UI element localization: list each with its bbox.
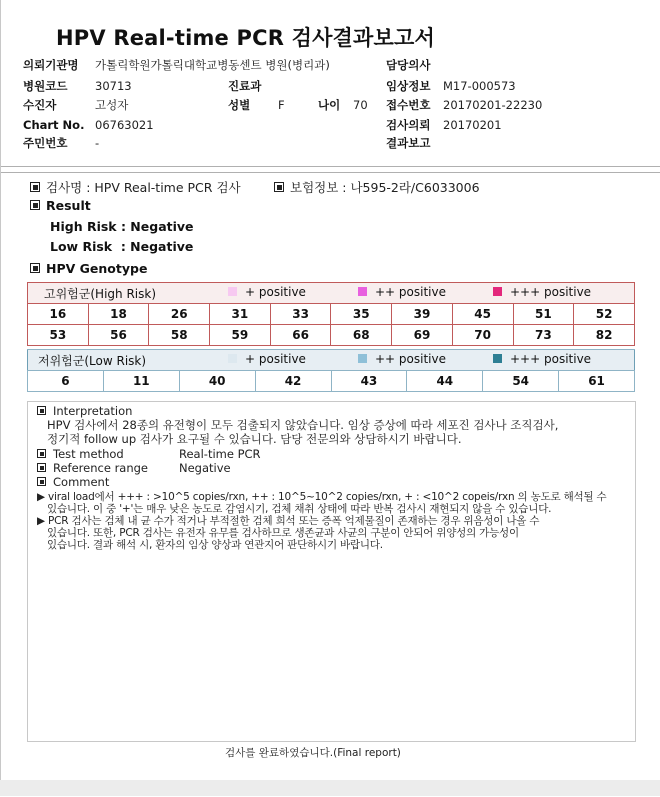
genotype-cell: 66: [270, 325, 331, 346]
hospital-code-label: 병원코드: [23, 79, 68, 93]
genotype-cell: 58: [149, 325, 210, 346]
test-method-value: Real-time PCR: [179, 447, 261, 461]
high-risk-header: [28, 283, 635, 304]
comment-line-2: 있습니다. 이 중 '+'는 매우 낮은 농도로 감염시기, 검체 채취 상태에 따라 반복 검사시 재현되지 않을 수 있습니다.: [47, 503, 552, 515]
resident-number-value: -: [95, 136, 100, 150]
high-risk-label: 고위험군(High Risk): [44, 287, 156, 301]
insurance-info: [274, 178, 480, 196]
reference-range-label: [37, 462, 148, 475]
table-row: [28, 304, 635, 325]
legend-triple-plus: +++ positive: [510, 285, 592, 299]
genotype-cell: 43: [331, 371, 407, 392]
genotype-cell: 82: [574, 325, 635, 346]
genotype-cell: 73: [513, 325, 574, 346]
insurance-info-text: 보험정보 : 나595-2라/C6033006: [290, 180, 480, 195]
square-bullet-icon: [30, 200, 40, 210]
genotype-heading: [30, 261, 147, 276]
genotype-cell: 56: [88, 325, 149, 346]
plus-swatch-icon: [228, 354, 237, 363]
genotype-cell: 54: [483, 371, 559, 392]
genotype-cell: 52: [574, 304, 635, 325]
comment-line-5: 있습니다. 결과 해석 시, 환자의 임상 양상과 연관지어 판단하시기 바랍니다.: [47, 539, 383, 551]
genotype-cell: 69: [392, 325, 453, 346]
square-bullet-icon: [37, 477, 46, 486]
reference-range-value: Negative: [179, 461, 231, 475]
department-label: 진료과: [228, 79, 262, 93]
left-border: [0, 0, 1, 796]
hospital-code-value: 30713: [95, 79, 132, 93]
test-method-label-text: Test method: [53, 447, 124, 461]
genotype-cell: 35: [331, 304, 392, 325]
legend-triple-plus: +++ positive: [510, 352, 592, 366]
high-risk-genotype-table: [27, 282, 635, 346]
square-bullet-icon: [30, 263, 40, 273]
genotype-cell: 31: [210, 304, 271, 325]
footer-band: [0, 780, 660, 796]
triple-plus-swatch-icon: [493, 354, 502, 363]
genotype-cell: 61: [559, 371, 635, 392]
genotype-cell: 70: [452, 325, 513, 346]
square-bullet-icon: [37, 449, 46, 458]
interpretation-heading: [37, 405, 132, 418]
sex-value: F: [278, 98, 285, 112]
low-risk-genotype-table: [27, 349, 635, 392]
table-row: [28, 325, 635, 346]
receipt-number-label: 접수번호: [386, 98, 431, 112]
comment-line-1: ▶ viral load에서 +++ : >10^5 copies/rxn, ++ : 10^5~10^2 copies/rxn, + : <10^2 copeis/rxn 의 농도로 해석될 수: [37, 491, 607, 503]
legend-plus: + positive: [245, 285, 306, 299]
request-date-value: 20170201: [443, 118, 502, 132]
final-report-note: 검사를 완료하였습니다.(Final report): [225, 747, 401, 759]
result-heading-text: Result: [46, 198, 91, 213]
genotype-cell: 42: [255, 371, 331, 392]
low-risk-label: 저위험군(Low Risk): [38, 354, 147, 368]
collector-value: 고성자: [95, 98, 129, 112]
comment-line-3: ▶ PCR 검사는 검체 내 균 수가 적거나 부적절한 검체 희석 또는 증폭 억제물질이 존재하는 경우 위음성이 나올 수: [37, 515, 540, 527]
genotype-cell: 53: [28, 325, 89, 346]
genotype-cell: 51: [513, 304, 574, 325]
collector-label: 수진자: [23, 98, 57, 112]
genotype-cell: 45: [452, 304, 513, 325]
genotype-cell: 40: [179, 371, 255, 392]
institution-value: 가톨릭학원가톨릭대학교병동센트 병원(병리과): [95, 58, 330, 72]
interpretation-heading-text: Interpretation: [53, 404, 133, 418]
triple-plus-swatch-icon: [493, 287, 502, 296]
plus-swatch-icon: [228, 287, 237, 296]
legend-double-plus: ++ positive: [375, 352, 446, 366]
chart-number-value: 06763021: [95, 118, 154, 132]
genotype-cell: 16: [28, 304, 89, 325]
test-method-label: [37, 448, 124, 461]
chart-number-label: Chart No.: [23, 118, 85, 132]
genotype-cell: 59: [210, 325, 271, 346]
genotype-cell: 44: [407, 371, 483, 392]
genotype-cell: 11: [103, 371, 179, 392]
genotype-cell: 68: [331, 325, 392, 346]
request-date-label: 검사의뢰: [386, 118, 431, 132]
genotype-heading-text: HPV Genotype: [46, 261, 148, 276]
low-risk-result: Low Risk : Negative: [50, 239, 194, 254]
doctor-label: 담당의사: [386, 58, 431, 72]
legend-plus: + positive: [245, 352, 306, 366]
resident-number-label: 주민번호: [23, 136, 68, 150]
double-plus-swatch-icon: [358, 287, 367, 296]
interpretation-line-2: 정기적 follow up 검사가 요구될 수 있습니다. 담당 전문의와 상담하시기 바랍니다.: [47, 432, 462, 446]
clinical-info-label: 임상정보: [386, 79, 431, 93]
age-label: 나이: [318, 98, 341, 112]
comment-line-4: 있습니다. 또한, PCR 검사는 유전자 유무를 검사하므로 생존균과 사균의 구분이 안되어 위양성의 가능성이: [47, 527, 519, 539]
reference-range-label-text: Reference range: [53, 461, 149, 475]
square-bullet-icon: [30, 182, 40, 192]
genotype-cell: 33: [270, 304, 331, 325]
clinical-info-value: M17-000573: [443, 79, 516, 93]
high-risk-result: High Risk : Negative: [50, 219, 194, 234]
report-date-label: 결과보고: [386, 136, 431, 150]
test-name-text: 검사명 : HPV Real-time PCR 검사: [46, 180, 241, 195]
square-bullet-icon: [274, 182, 284, 192]
genotype-cell: 18: [88, 304, 149, 325]
genotype-cell: 26: [149, 304, 210, 325]
age-value: 70: [353, 98, 368, 112]
report-title: HPV Real-time PCR 검사결과보고서: [56, 26, 435, 50]
square-bullet-icon: [37, 463, 46, 472]
sex-label: 성별: [228, 98, 251, 112]
double-plus-swatch-icon: [358, 354, 367, 363]
comment-heading-text: Comment: [53, 475, 110, 489]
genotype-cell: 6: [28, 371, 104, 392]
institution-label: 의뢰기관명: [23, 58, 79, 72]
receipt-number-value: 20170201-22230: [443, 98, 543, 112]
test-name: [30, 178, 241, 196]
result-heading: [30, 198, 91, 213]
comment-heading: [37, 476, 109, 489]
low-risk-header: [28, 350, 635, 371]
table-row: [28, 371, 635, 392]
legend-double-plus: ++ positive: [375, 285, 446, 299]
genotype-cell: 39: [392, 304, 453, 325]
square-bullet-icon: [37, 406, 46, 415]
interpretation-line-1: HPV 검사에서 28종의 유전형이 모두 검출되지 않았습니다. 임상 증상에 따라 세포진 검사나 조직검사,: [47, 418, 559, 432]
